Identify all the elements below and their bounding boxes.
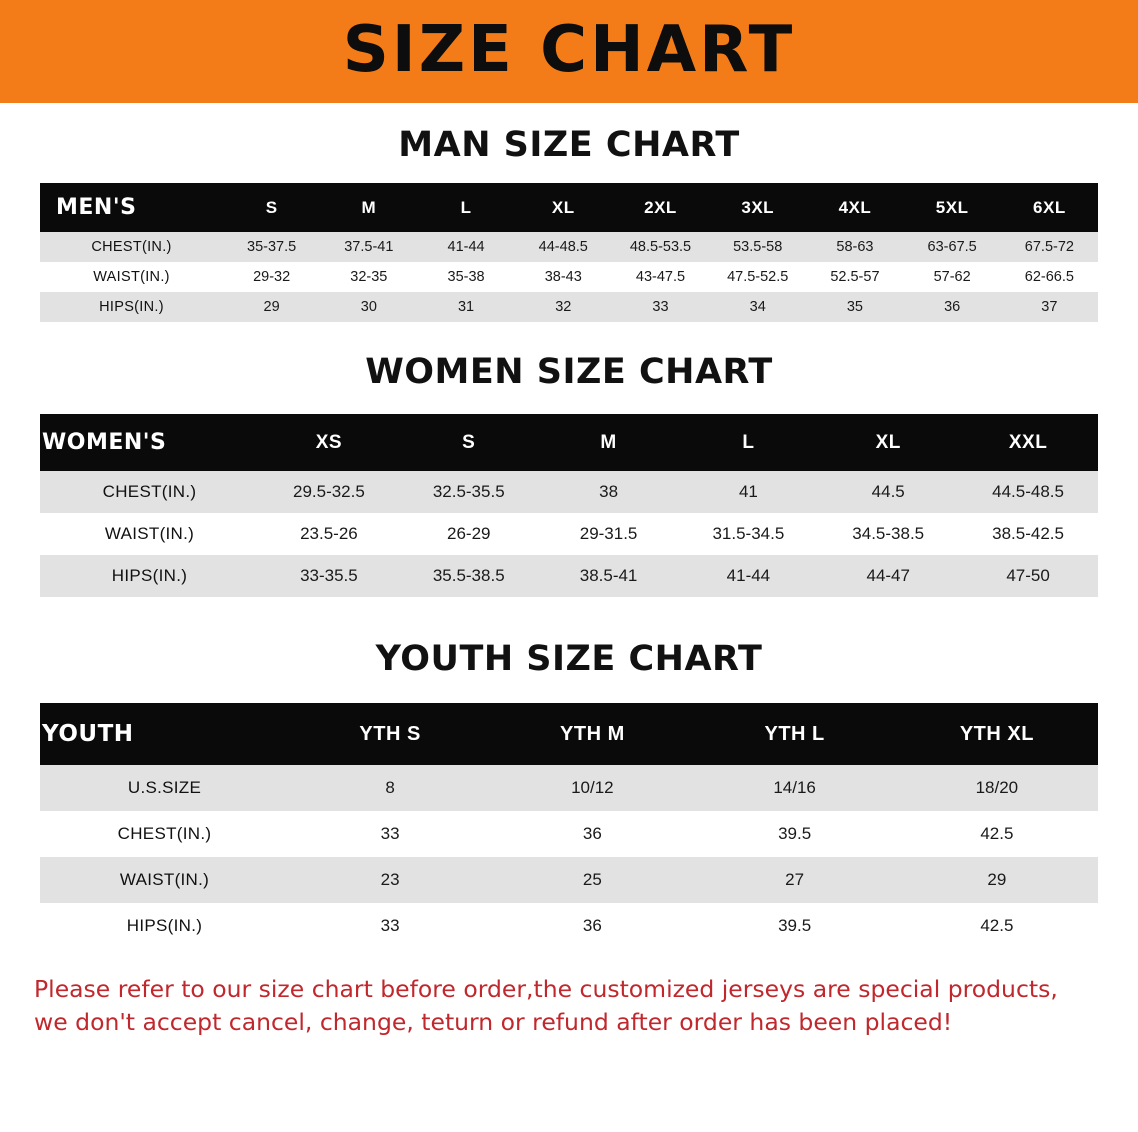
men-header-4xl: 4XL	[806, 183, 903, 232]
men-header-6xl: 6XL	[1001, 183, 1098, 232]
women-row-label-chest: CHEST(IN.)	[40, 471, 259, 513]
table-row	[40, 471, 1098, 513]
men-table-body	[40, 232, 1098, 322]
women-waist-l: 31.5-34.5	[678, 513, 818, 555]
women-header-l: L	[678, 414, 818, 471]
men-hips-6xl: 37	[1001, 292, 1098, 322]
youth-chest-xl: 42.5	[896, 811, 1098, 857]
table-row	[40, 811, 1098, 857]
men-waist-m: 32-35	[320, 262, 417, 292]
women-chest-xl: 44.5	[818, 471, 958, 513]
men-chest-xl: 44-48.5	[515, 232, 612, 262]
women-waist-xxl: 38.5-42.5	[958, 513, 1098, 555]
women-waist-m: 29-31.5	[539, 513, 679, 555]
youth-row-label-ussize: U.S.SIZE	[40, 765, 289, 811]
youth-size-table	[40, 703, 1098, 949]
youth-header-xl: YTH XL	[896, 703, 1098, 765]
women-header-label: WOMEN'S	[40, 414, 259, 471]
women-waist-s: 26-29	[399, 513, 539, 555]
men-chest-6xl: 67.5-72	[1001, 232, 1098, 262]
table-row	[40, 903, 1098, 949]
youth-waist-s: 23	[289, 857, 491, 903]
women-header-m: M	[539, 414, 679, 471]
men-hips-2xl: 33	[612, 292, 709, 322]
women-section-title: WOMEN SIZE CHART	[365, 352, 773, 392]
women-chest-l: 41	[678, 471, 818, 513]
table-row	[40, 513, 1098, 555]
women-row-label-waist: WAIST(IN.)	[40, 513, 259, 555]
women-hips-l: 41-44	[678, 555, 818, 597]
men-hips-4xl: 35	[806, 292, 903, 322]
youth-ussize-m: 10/12	[491, 765, 693, 811]
men-header-2xl: 2XL	[612, 183, 709, 232]
women-table-body	[40, 471, 1098, 597]
disclaimer-note	[34, 973, 1104, 1040]
youth-header-l: YTH L	[694, 703, 896, 765]
men-waist-4xl: 52.5-57	[806, 262, 903, 292]
men-waist-5xl: 57-62	[904, 262, 1001, 292]
men-chest-m: 37.5-41	[320, 232, 417, 262]
men-hips-5xl: 36	[904, 292, 1001, 322]
men-header-l: L	[417, 183, 514, 232]
men-chest-s: 35-37.5	[223, 232, 320, 262]
men-header-label: MEN'S	[40, 183, 223, 232]
men-waist-6xl: 62-66.5	[1001, 262, 1098, 292]
women-hips-xs: 33-35.5	[259, 555, 399, 597]
men-waist-xl: 38-43	[515, 262, 612, 292]
men-size-table	[40, 183, 1098, 322]
youth-ussize-l: 14/16	[694, 765, 896, 811]
men-header-5xl: 5XL	[904, 183, 1001, 232]
youth-waist-l: 27	[694, 857, 896, 903]
men-chest-4xl: 58-63	[806, 232, 903, 262]
youth-row-label-chest: CHEST(IN.)	[40, 811, 289, 857]
men-hips-xl: 32	[515, 292, 612, 322]
man-section-title: MAN SIZE CHART	[398, 125, 740, 165]
youth-header-m: YTH M	[491, 703, 693, 765]
table-row	[40, 765, 1098, 811]
men-chest-5xl: 63-67.5	[904, 232, 1001, 262]
youth-row-label-waist: WAIST(IN.)	[40, 857, 289, 903]
women-header-s: S	[399, 414, 539, 471]
youth-hips-s: 33	[289, 903, 491, 949]
page-banner	[0, 0, 1138, 103]
men-header-xl: XL	[515, 183, 612, 232]
youth-hips-xl: 42.5	[896, 903, 1098, 949]
youth-table-header	[40, 703, 1098, 765]
women-header-xs: XS	[259, 414, 399, 471]
women-chest-m: 38	[539, 471, 679, 513]
women-header-xl: XL	[818, 414, 958, 471]
men-hips-3xl: 34	[709, 292, 806, 322]
youth-hips-l: 39.5	[694, 903, 896, 949]
men-chest-l: 41-44	[417, 232, 514, 262]
table-row	[40, 262, 1098, 292]
men-header-m: M	[320, 183, 417, 232]
table-row	[40, 857, 1098, 903]
youth-chest-s: 33	[289, 811, 491, 857]
women-waist-xs: 23.5-26	[259, 513, 399, 555]
men-row-label-hips: HIPS(IN.)	[40, 292, 223, 322]
table-row	[40, 292, 1098, 322]
disclaimer-line-1: Please refer to our size chart before order,the customized jerseys are special products,	[34, 975, 1058, 1003]
man-table-wrap	[0, 183, 1138, 322]
youth-ussize-s: 8	[289, 765, 491, 811]
page-title: SIZE CHART	[342, 12, 796, 87]
table-header-row	[40, 703, 1098, 765]
women-header-xxl: XXL	[958, 414, 1098, 471]
youth-header-label: YOUTH	[40, 703, 289, 765]
youth-hips-m: 36	[491, 903, 693, 949]
men-waist-3xl: 47.5-52.5	[709, 262, 806, 292]
youth-waist-m: 25	[491, 857, 693, 903]
disclaimer-line-2: we don't accept cancel, change, teturn or refund after order has been placed!	[34, 1008, 953, 1037]
table-header-row	[40, 414, 1098, 471]
youth-chest-m: 36	[491, 811, 693, 857]
women-hips-s: 35.5-38.5	[399, 555, 539, 597]
women-chest-xs: 29.5-32.5	[259, 471, 399, 513]
men-chest-3xl: 53.5-58	[709, 232, 806, 262]
men-chest-2xl: 48.5-53.5	[612, 232, 709, 262]
women-waist-xl: 34.5-38.5	[818, 513, 958, 555]
youth-table-body	[40, 765, 1098, 949]
men-waist-s: 29-32	[223, 262, 320, 292]
women-chest-xxl: 44.5-48.5	[958, 471, 1098, 513]
table-row	[40, 232, 1098, 262]
men-hips-l: 31	[417, 292, 514, 322]
men-waist-2xl: 43-47.5	[612, 262, 709, 292]
women-table-header	[40, 414, 1098, 471]
women-hips-xxl: 47-50	[958, 555, 1098, 597]
youth-row-label-hips: HIPS(IN.)	[40, 903, 289, 949]
table-header-row	[40, 183, 1098, 232]
women-table-wrap	[0, 414, 1138, 597]
youth-waist-xl: 29	[896, 857, 1098, 903]
men-hips-m: 30	[320, 292, 417, 322]
youth-section-title: YOUTH SIZE CHART	[375, 639, 763, 679]
youth-header-s: YTH S	[289, 703, 491, 765]
men-waist-l: 35-38	[417, 262, 514, 292]
youth-table-wrap	[0, 703, 1138, 949]
table-row	[40, 555, 1098, 597]
women-hips-xl: 44-47	[818, 555, 958, 597]
men-header-s: S	[223, 183, 320, 232]
women-hips-m: 38.5-41	[539, 555, 679, 597]
men-table-header	[40, 183, 1098, 232]
men-header-3xl: 3XL	[709, 183, 806, 232]
youth-ussize-xl: 18/20	[896, 765, 1098, 811]
women-chest-s: 32.5-35.5	[399, 471, 539, 513]
men-row-label-waist: WAIST(IN.)	[40, 262, 223, 292]
men-hips-s: 29	[223, 292, 320, 322]
women-size-table	[40, 414, 1098, 597]
women-row-label-hips: HIPS(IN.)	[40, 555, 259, 597]
men-row-label-chest: CHEST(IN.)	[40, 232, 223, 262]
youth-chest-l: 39.5	[694, 811, 896, 857]
